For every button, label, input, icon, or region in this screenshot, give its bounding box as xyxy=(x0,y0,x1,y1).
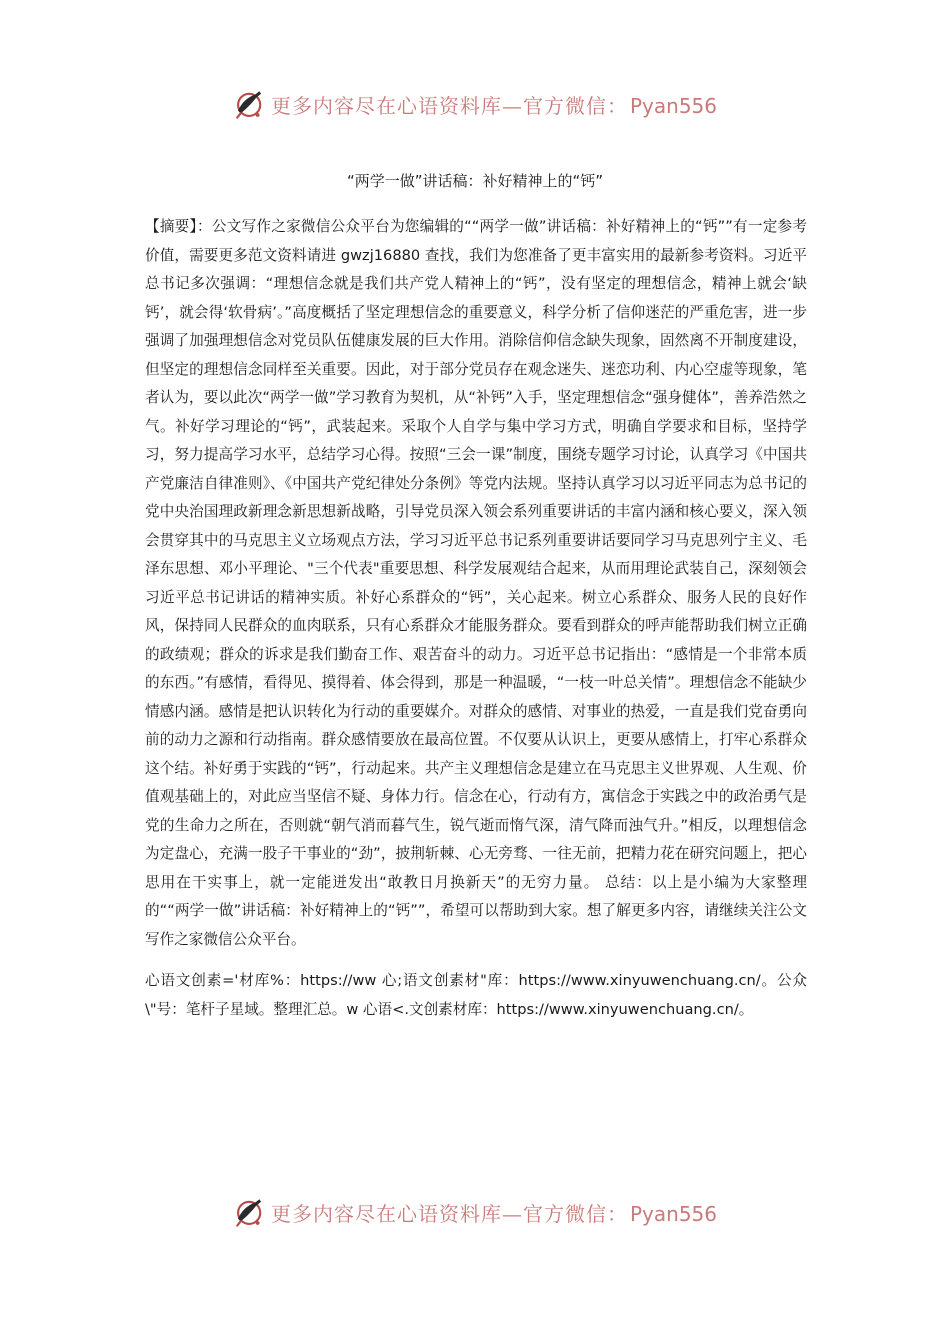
banner-text: 更多内容尽在心语资料库—官方微信： Pyan556 xyxy=(270,1201,717,1226)
banner-content xyxy=(233,1195,717,1229)
pen-logo-icon xyxy=(233,87,267,121)
document-title: “两学一做”讲话稿：补好精神上的“钙” xyxy=(346,172,604,190)
body-paragraph: 【摘要】：公文写作之家微信公众平台为您编辑的““两学一做”讲话稿：补好精神上的“钙””有一定参考价值，需要更多范文资料请进 gwzj16880 查找，我们为您准备了更丰富实用的最新参考资料。习近平总书记多次强调：“理想信念就是我们共产党人精神上的“钙”，没有坚定的理想信念，精神上就会‘缺钙’，就会得‘软骨病’。”高度概括了坚定理想信念的重要意义，科学分析了信仰迷茫的严重危害，进一步强调了加强理想信念对党员队伍健康发展的巨大作用。消除信仰信念缺失现象，固然离不开制度建设，但坚定的理想信念同样至关重要。因此，对于部分党员存在观念迷失、迷恋功利、内心空虚等现象，笔者认为，要以此次“两学一做”学习教育为契机，从“补钙”入手，坚定理想信念“强身健体”，善养浩然之气。补好学习理论的“钙”，武装起来。采取个人自学与集中学习方式，明确自学要求和目标，坚持学习，努力提高学习水平，总结学习心得。按照“三会一课”制度，围绕专题学习讨论，认真学习《中国共产党廉洁自律准则》、《中国共产党纪律处分条例》等党内法规。坚持认真学习以习近平同志为总书记的党中央治国理政新理念新思想新战略，引导党员深入领会系列重要讲话的丰富内涵和核心要义，深入领会贯穿其中的马克思主义立场观点方法，学习习近平总书记系列重要讲话要同学习马克思列宁主义、毛泽东思想、邓小平理论、"三个代表"重要思想、科学发展观结合起来，从而用理论武装自己，深刻领会习近平总书记讲话的精神实质。补好心系群众的“钙”，关心起来。树立心系群众、服务人民的良好作风，保持同人民群众的血肉联系，只有心系群众才能服务群众。要看到群众的呼声能帮助我们树立正确的政绩观；群众的诉求是我们勤奋工作、艰苦奋斗的动力。习近平总书记指出：“感情是一个非常本质的东西。”有感情，看得见、摸得着、体会得到，那是一种温暖，“一枝一叶总关情”。理想信念不能缺少情感内涵。感情是把认识转化为行动的重要媒介。对群众的感情、对事业的热爱，一直是我们党奋勇向前的动力之源和行动指南。群众感情要放在最高位置。不仅要从认识上，更要从感情上，打牢心系群众这个结。补好勇于实践的“钙”，行动起来。共产主义理想信念是建立在马克思主义世界观、人生观、价值观基础上的，对此应当坚信不疑、身体力行。信念在心，行动有方，寓信念于实践之中的政治勇气是党的生命力之所在，否则就“朝气消而暮气生，锐气逝而惰气深，清气降而浊气升。”相反，以理想信念为定盘心，充满一股子干事业的“劲”，披荆斩棘、心无旁骛、一往无前，把精力花在研究问题上，把心思用在干实事上，就一定能迸发出“敢教日月换新天”的无穷力量。 总结：以上是小编为大家整理的““两学一做”讲话稿：补好精神上的“钙””，希望可以帮助到大家。想了解更多内容，请继续关注公文写作之家微信公众平台。 xyxy=(145,218,807,948)
wechat-handle: Pyan556 xyxy=(629,1201,717,1226)
document-content xyxy=(145,213,807,1024)
banner-text: 更多内容尽在心语资料库—官方微信： Pyan556 xyxy=(270,93,717,118)
wechat-handle: Pyan556 xyxy=(629,93,717,118)
banner-content xyxy=(233,87,717,121)
pen-logo-icon xyxy=(233,1195,267,1229)
footer-banner xyxy=(0,1190,950,1234)
header-banner xyxy=(0,82,950,126)
footer-note: 心语文创素='材库%：https://ww 心;语文创素材"库：https://www.xinyuwenchuang.cn/。公众\"号：笔杆子星域。整理汇总。w 心语<.文创素材库：https://www.xinyuwenchuang.cn/。 xyxy=(145,972,807,1018)
